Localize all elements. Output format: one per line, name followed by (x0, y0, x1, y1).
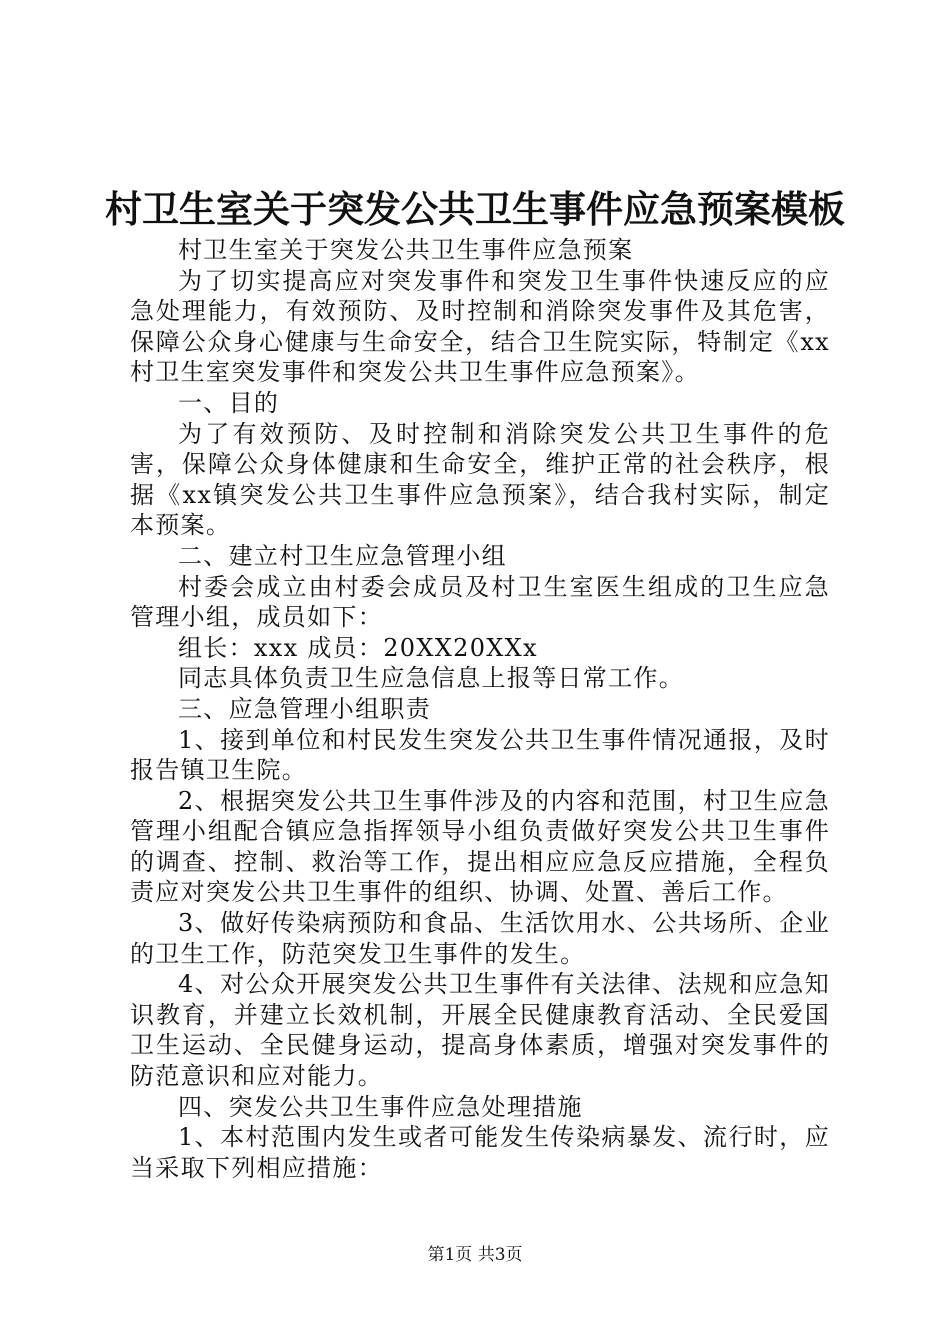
page-title: 村卫生室关于突发公共卫生事件应急预案模板 (105, 188, 845, 231)
team-duty-line: 同志具体负责卫生应急信息上报等日常工作。 (178, 664, 684, 693)
section-heading-team: 二、建立村卫生应急管理小组 (178, 541, 507, 570)
team-members-line: 组长：xxx 成员：20XX20XXx (178, 633, 538, 662)
purpose-paragraph: 为了有效预防、及时控制和消除突发公共卫生事件的危害，保障公众身体健康和生命安全，维护正常的社会秩序，根据《xx镇突发公共卫生事件应急预案》，结合我村实际，制定本预案。 (130, 419, 830, 540)
page-number-footer: 第1页 共3页 (427, 1245, 523, 1265)
duty-item-1: 1、接到单位和村民发生突发公共卫生事件情况通报，及时报告镇卫生院。 (130, 725, 830, 785)
subtitle-paragraph: 村卫生室关于突发公共卫生事件应急预案 (178, 236, 634, 264)
section-heading-duties: 三、应急管理小组职责 (178, 694, 431, 723)
duty-item-4: 4、对公众开展突发公共卫生事件有关法律、法规和应急知识教育，并建立长效机制，开展全民健康教育活动、全民爱国卫生运动、全民健身运动，提高身体素质，增强对突发事件的防范意识和应对能力。 (130, 970, 830, 1091)
measure-item-1: 1、本村范围内发生或者可能发生传染病暴发、流行时，应当采取下列相应措施： (130, 1123, 830, 1182)
section-heading-measures: 四、突发公共卫生事件应急处理措施 (178, 1092, 583, 1121)
section-heading-purpose: 一、目的 (178, 388, 280, 417)
document-body (130, 235, 830, 1183)
team-paragraph: 村委会成立由村委会成员及村卫生室医生组成的卫生应急管理小组，成员如下： (130, 572, 830, 632)
duty-item-3: 3、做好传染病预防和食品、生活饮用水、公共场所、企业的卫生工作，防范突发卫生事件的发生。 (130, 909, 830, 968)
duty-item-2: 2、根据突发公共卫生事件涉及的内容和范围，村卫生应急管理小组配合镇应急指挥领导小组负责做好突发公共卫生事件的调查、控制、救治等工作，提出相应应急反应措施，全程负责应对突发公共卫生事件的组织、协调、处置、善后工作。 (130, 786, 830, 907)
intro-paragraph: 为了切实提高应对突发事件和突发卫生事件快速反应的应急处理能力，有效预防、及时控制和消除突发事件及其危害，保障公众身心健康与生命安全，结合卫生院实际，特制定《xx村卫生室突发事件和突发公共卫生事件应急预案》。 (130, 266, 830, 387)
